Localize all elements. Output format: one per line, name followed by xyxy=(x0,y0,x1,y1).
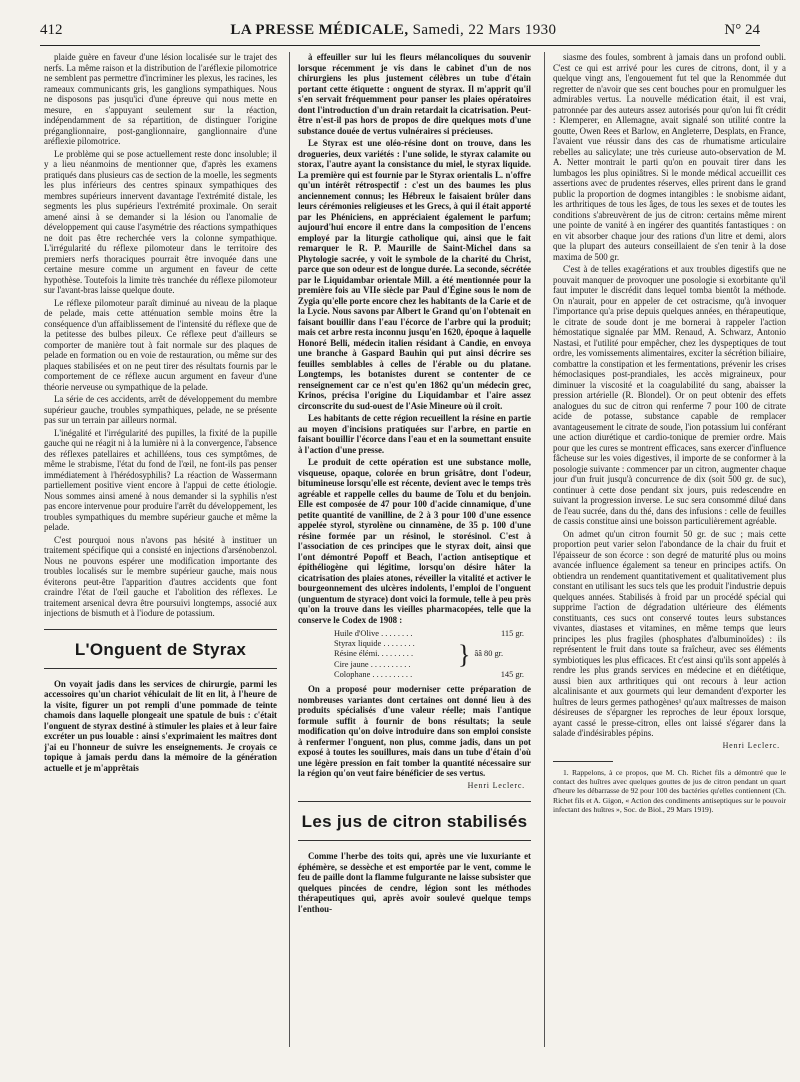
paragraph: Le Styrax est une oléo-résine dont on trouve, dans les drogueries, deux variétés : l'une solide, le styrax calamite ou storax, l'autre ayant la consistance du miel, le styrax liquide. La première qui est fournie par le Styrax orientalis L. n'offre qu'un intérêt rétrospectif : c'est un des baumes les plus anciennement connus; les Hébreux le faisaient brûler dans leurs cérémonies religieuses et les Grecs, à qui il était apporté par les Phéniciens, en appréciaient également le parfum; aujourd'hui encore il entre dans la composition de l'encens employé par la liturgie catholique qui, ainsi que le fait remarquer le R. P. Maurille de Saint-Michel dans sa Phytologie sacrée, y voit le symbole de la charité du Christ, parce que son odeur est de longue durée. La seconde, sécrétée par le Liquidambar orientale Mill. a été mentionnée pour la première fois au VIIe siècle par Paul d'Égine sous le nom de Zygia qu'elle porte encore chez les habitants de la Carie et de la Lycie. Nous savons par Albert le Grand qu'on l'obtenait en faisant bouillir dans l'eau l'écorce de l'arbre qui la produit; mais cet arbre resta inconnu jusqu'en 1620, époque à laquelle Honoré Belli, médecin italien résidant à Candie, en envoya une branche à Gaspard Bauhin qui put ainsi décrire ses feuilles semblables à celles de l'érable ou du platane. Longtemps, les botanistes durent se contenter de ce renseignement car ce n'est qu'en 1862 qu'un médecin grec, Krinos, précisa l'origine du Liquidambar et l'aire assez circonscrite du sud-ouest de l'Asie Mineure où il croît. xyxy=(298,138,531,411)
paragraph: Comme l'herbe des toits qui, après une vie luxuriante et éphémère, se dessèche et est emportée par le vent, comme le feu de paille dont la flamme fulgurante ne laisse subsister que quelques pincées de cendre, légion sont les méthodes thérapeutiques qui, après avoir soulevé quelque temps l'enthou- xyxy=(298,851,531,914)
header-rule xyxy=(40,45,760,46)
journal-name: LA PRESSE MÉDICALE, xyxy=(230,22,409,38)
paragraph: C'est à de telles exagérations et aux troubles digestifs que ne pouvait manquer de provoquer une posologie si exorbitante qu'il faut imputer le discrédit dans lequel tomba bientôt la méthode. On n'aurait, pour en appeler de cet ostracisme, qu'à invoquer l'importance qu'a prise depuis quelques années, en thérapeutique, le citrate de soude dont je me bornerai à rappeler l'action hémostatique signalée par MM. Renaud, A. Schwarz, Antonio Nastasi, et l'utilité pour empêcher, chez les dyspeptiques de tout ordre, les vomissements alimentaires, exciter la sécrétion biliaire, combattre la constipation et les fermentations, prévenir les crises hémoclasiques post-prandiales, les accès migraineux, pour diminuer la viscosité et la coagulabilité du sang, abaisser la pression artérielle (R. Blondel). Or on peut obtenir des effets analogues du suc de citron qui renferme 7 pour 100 de citrate acide de potasse, substance capable de remplacer avantageusement le citrate de soude, l'ion potassium lui conférant une action diurétique et cardio-tonique de premier ordre. Mais pour que les cures se montrent efficaces, sans exercer d'influence fâcheuse sur les voies digestives, il importe de se conformer à la posologie suivante : commencer par un citron, augmenter chaque jour d'un fruit jusqu'à concurrence de dix (soit 500 gr. de suc), continuer à cette dose pendant six jours, puis redescendre en suivant la progression inverse. Le suc sera consommé dilué dans de l'eau sucrée, dans du thé, dans des infusions : celle de feuilles de cassis constitue ainsi une boisson particulièrement agréable. xyxy=(553,264,786,526)
formula-row xyxy=(334,670,531,680)
paragraph: plaide guère en faveur d'une lésion localisée sur le trajet des nerfs. La même raison et la distribution de l'aréflexie pilomotrice ne semblent pas permettre d'incriminer les plexus, les racines, les rameaux communicants gris, les ganglions sympathiques. Nous ne disposons pas jusqu'ici d'une épreuve qui nous mette en mesure, en s'appuyant seulement sur la réaction, indépendamment de sa répartition, de distinguer l'origine préganglionnaire, post-ganglionnaire, ganglionnaire d'une aréflexie pilomotrice. xyxy=(44,52,277,146)
column-left xyxy=(44,52,277,1052)
paragraph: Les habitants de cette région recueillent la résine en partie au moyen d'incisions pratiquées sur l'arbre, en partie en faisant bouillir l'écorce dans l'eau et en la soumettant ensuite à l'action d'une presse. xyxy=(298,413,531,455)
paragraph: Le produit de cette opération est une substance molle, visqueuse, opaque, colorée en brun grisâtre, dont l'odeur, bitumineuse lorsqu'elle est récente, devient avec le temps très agréable et rappelle celles du baume de Tolu et du benjoin. Elle est composée de 47 pour 100 d'acide cinnamique, d'une petite quantité de vanilline, de 2 à 3 pour 100 d'une essence appelée styrol, styrolène ou cinnamène, de 35 p. 100 d'une résine formée par un résinol, le storésinol. C'est à l'association de ces principes que le styrax doit, ainsi que l'ont démontré Popoff et Beach, l'action antiseptique et épithéliogène qui légitime, lorsqu'on désire hâter la cicatrisation des plaies atones, réveiller la vitalité et activer le bourgeonnement des ulcères indolents, l'emploi de l'onguent (unguentum de styrace) dont voici la formule, telle à peu près qu'on la trouve dans les vieilles pharmacopées, telle que la conserve le Codex de 1908 : xyxy=(298,457,531,625)
author-signature: Henri Leclerc. xyxy=(467,780,525,790)
paragraph: Le réflexe pilomoteur paraît diminué au niveau de la plaque de pelade, mais cette atténuation semble moins être la conséquence d'un affaiblissement de l'intensité du réflexe que de la petitesse des bulbes pileux. Ce réflexe peut d'ailleurs se comporter de manière tout à fait normale sur des plaques de pelade en formation ou en voie de restauration, ou même sur des plaques stabilisées et on ne peut tirer des résultats fournis par le comportement de ce réflexe aucun argument en faveur d'une théorie nerveuse ou sympathique de la pelade. xyxy=(44,297,277,392)
article-heading-box xyxy=(298,801,531,841)
column-divider xyxy=(544,52,545,1047)
page-header xyxy=(40,22,760,46)
ointment-formula xyxy=(334,629,531,680)
brace-symbol: } xyxy=(458,639,471,669)
column-divider xyxy=(289,52,290,1047)
ingredient-quantity: 115 gr. xyxy=(501,629,524,638)
ingredient-quantity: 145 gr. xyxy=(500,669,524,679)
paragraph: On a proposé pour moderniser cette préparation de nombreuses variantes dont certaines ont donné lieu à des produits spécialisés d'une valeur réelle; mais l'antique formule suffit à fournir de bons résultats; la seule modification qu'on doive introduire dans son emploi consiste à renfermer l'onguent, non plus, comme jadis, dans un pot exposé à toutes les souillures, mais dans un tube d'étain d'où une légère pression en fait tomber la quantité nécessaire sur la région qu'on veut faire bénéficier de ses vertus. xyxy=(298,684,531,779)
paragraph: Le problème qui se pose actuellement reste donc insoluble; il y a lieu néanmoins de mentionner que, d'après les examens pratiqués dans plusieurs cas de section de la moelle, les segments les plus inférieurs des centres spinaux sympathiques des membres supérieurs innervent davantage l'extrémité distale, les segments les plus supérieurs l'extrémité proximale. On serait amené ainsi à se demander si la lésion ou l'anomalie de développement qui cause l'asymétrie des réactions sympathiques ne doit pas être recherchée vers la colonne sympathique. L'irrégularité du réflexe pilomoteur dans le territoire des premiers nerfs thoraciques pourrait être invoquée dans une certaine mesure comme un argument en faveur de cette hypothèse. Toutefois la limite très tranchée du réflexe pilomoteur sur l'avant-bras laisse quelque doute. xyxy=(44,148,277,295)
journal-title xyxy=(230,22,556,39)
article-title-citron: Les jus de citron stabilisés xyxy=(301,812,528,832)
ingredient-name: Cire jaune . . . . . . . . . . xyxy=(334,659,411,669)
paragraph: On voyait jadis dans les services de chirurgie, parmi les accessoires qu'un chariot véhiculait de lit en lit, à l'heure de la visite, figurer un pot rempli d'une pommade de teinte chamois dans laquelle plongeait une spatule de buis : c'était l'onguent de styrax destiné à stimuler les plaies et à leur faire excréter un pus louable : ainsi s'exprimaient les maîtres dont j'ai eu l'honneur de suivre les enseignements. Je croyais ce topique à jamais perdu dans la mémoire de la génération actuelle et je m'apprêtais xyxy=(44,678,277,773)
column-right xyxy=(553,52,786,1052)
paragraph: à effeuiller sur lui les fleurs mélancoliques du souvenir lorsque récemment je vis dans le cabinet d'un de nos chirurgiens les plus justement célèbres un tube d'étain portant cette étiquette : onguent de styrax. Il m'apprit qu'il s'en servait fréquemment pour panser les plaies opératoires dont l'introduction d'un drain retardait la cicatrisation. Peut-être n'est-il pas hors de propos de dire quelques mots d'une substance douée de vertus vulnéraires si précieuses. xyxy=(298,52,531,136)
ingredient-name: Résine élémi. . . . . . . . . xyxy=(334,649,414,659)
issue-date: Samedi, 22 Mars 1930 xyxy=(412,22,557,38)
formula-row xyxy=(334,629,531,639)
ingredient-name: Huile d'Olive . . . . . . . . xyxy=(334,629,413,638)
paragraph: L'inégalité et l'irrégularité des pupilles, la fixité de la pupille gauche qui ne réagit ni à la lumière ni à la convergence, l'absence des réflexes patellaires et achilléens, tous ces symptômes, de même le strabisme, l'état du fond de l'œil, ne font-ils pas penser immédiatement à l'hérédosyphilis? La réaction de Wassermann partiellement positive vient encore à l'appui de cette étiologie. Nous sommes ainsi amené à nous demander si la syphilis n'est pas encore intervenue pour produire l'arrêt du développement, les troubles sympathiques du membre supérieur gauche et même la pelade. xyxy=(44,427,277,532)
issue-number: N° 24 xyxy=(724,22,760,38)
column-middle xyxy=(298,52,531,1052)
ingredient-name: Styrax liquide . . . . . . . . xyxy=(334,639,415,649)
article-title-styrax: L'Onguent de Styrax xyxy=(74,639,247,659)
article-heading-box xyxy=(44,629,277,669)
footnote: 1. Rappelons, à ce propos, que M. Ch. Richet fils a démontré que le contact des huîtres avec quelques gouttes de jus de citron pendant un quart d'heure les débarrasse de 92 pour 100 des bactéries qu'elles contiennent (Ch. Richet fils et A. Gigon, « Action des condiments antiseptiques sur le pouvoir infectant des huîtres », Soc. de Biol., 29 Mars 1919). xyxy=(553,768,786,814)
formula-group xyxy=(334,639,531,670)
author-signature: Henri Leclerc. xyxy=(722,740,780,750)
ingredient-name: Colophane . . . . . . . . . . xyxy=(334,669,413,679)
paragraph: On admet qu'un citron fournit 50 gr. de suc ; mais cette proportion peut varier selon l'abondance de la chair du fruit et l'épaisseur de son écorce : son degré de maturité plus ou moins avancée influence également sa teneur en principes actifs. On obtiendra un rendement quantitativement et qualitativement plus constant en utilisant les sucs tels que les produit l'industrie depuis quelques années. Stabilisés à froid par un procédé spécial qui supprime l'action de dégradation ultérieure des éléments constituants, ces sucs ont conservé toutes leurs substances vivantes, diastases et vitamines, en même temps que leurs principes les plus fragiles (phosphates d'albuminoïdes) : ils représentent le fruit dans toute sa fraîcheur, avec ses éléments symbiotiques les plus efficaces. Et c'est ainsi qu'ils sont appelés à rendre les plus grands services en médecine et en diététique, aussi bien aux arthritiques qui ont recours à leur action alcalinisante et aux gourmets qui leur demandent d'exporter les huîtres de leurs germes pathogènes¹ qu'aux maîtresses de maison désireuses de s'épargner les reproches de leur époux lorsque, ayant cassé le presse-citron, elles ont laissé s'égarer dans la salade d'indésirables pépins. xyxy=(553,528,786,738)
page-number: 412 xyxy=(40,22,63,38)
paragraph: La série de ces accidents, arrêt de développement du membre supérieur gauche, troubles sympathiques, pelade, ne se présente pas sur un terrain par ailleurs normal. xyxy=(44,394,277,425)
paragraph: C'est pourquoi nous n'avons pas hésité à instituer un traitement spécifique qui a consisté en injections d'arsénobenzol. Nous ne pouvons espérer une modification importante des troubles localisés sur le membre supérieur gauche, mais nous éviterons peut-être l'apparition d'autres accidents que font craindre l'état de l'œil gauche et l'abolition des réflexes. Le traitement arsenical devra être poursuivi longtemps, associé aux injections de bismuth et à l'iodure de potassium. xyxy=(44,534,277,618)
paragraph: siasme des foules, sombrent à jamais dans un profond oubli. C'est ce qui est arrivé pour les cures de citrons, dont, il y a quelque vingt ans, l'engouement fut tel que la Renommée dut regretter de n'avoir que ses cent bouches pour en promulguer les admirables vertus. La nouvelle médication était, il est vrai, patronnée par des auteurs assez autorisés pour qu'on lui fît crédit : Klemperer, en Allemagne, avait signalé son utilité contre la goutte, Owen Rees et Barlow, en Angleterre, Desplats, en France, l'avaient vue réussir dans des cas de rhumatisme articulaire rebelles au salicylate; une très curieuse auto-observation de M. A. Netter montrait le parti qu'on en pouvait tirer dans les lumbagos les plus opiniâtres. Si le monde médical accueillit ces assertions avec de prudentes réserves, elles prirent dans le grand public la proportion de dogmes intangibles : le snobisme aidant, les arthritiques de tous les âges, de tous les sexes et de toutes les conditions s'abreuvèrent de jus de citron: certains même mirent une pointe de vanité à en ingérer des quantités fantastiques : on en vit absorber chaque jour des rations d'un litre et demi, alors que la plupart des auteurs conseillaient de s'en tenir à la dose maxima de 500 gr. xyxy=(553,52,786,262)
ingredient-quantity: ââ 80 gr. xyxy=(474,649,504,659)
footnote-divider xyxy=(553,761,613,762)
